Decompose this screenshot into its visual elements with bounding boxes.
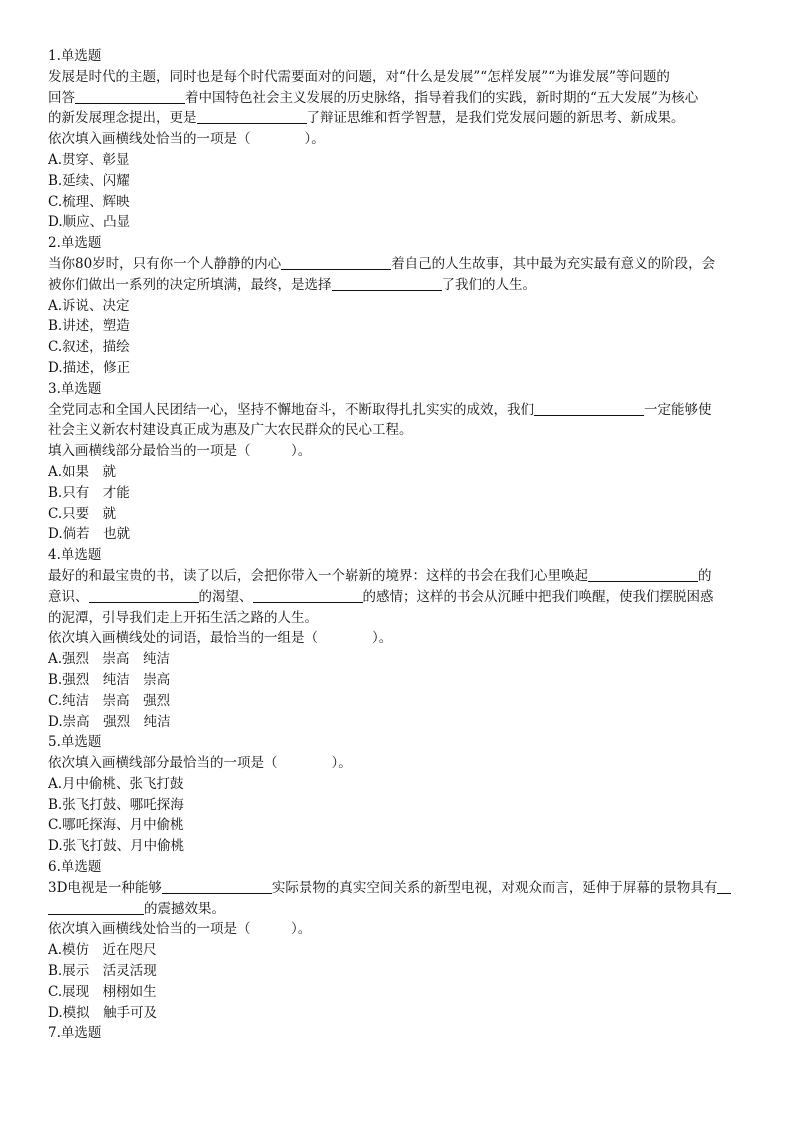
stem-line [48,878,758,899]
answer-option: A.诉说、决定 [48,297,130,314]
answer-option: C.只要 就 [48,505,117,522]
answer-option: D.崇高 强烈 纯洁 [48,713,171,730]
question-number: 6.单选题 [48,859,102,876]
question-prompt: 依次填入画横线处的词语，最恰当的一组是（ ）。 [48,630,393,647]
stem-line [48,400,758,421]
stem-text: 实际景物的真实空间关系的新型电视，对观众而言，延伸于屏幕的景物具有 [271,879,718,896]
stem-text: 最好的和最宝贵的书，读了以后，会把你带入一个崭新的境界：这样的书会在我们心里唤起 [48,567,588,584]
answer-option: D.顺应、凸显 [48,214,131,231]
question-number: 3.单选题 [48,380,102,397]
stem-line [48,420,758,441]
question-number: 4.单选题 [48,547,102,564]
question-prompt: 依次填入画横线处恰当的一项是（ ）。 [48,921,312,938]
stem-text: 的渴望、 [198,588,253,605]
stem-text: 社会主义新农村建设真正成为惠及广大农民群众的民心工程。 [48,422,413,439]
stem-line [48,275,758,296]
answer-option: B.张飞打鼓、哪吒探海 [48,796,184,813]
stem-text: 的感情；这样的书会从沉睡中把我们唤醒，使我们摆脱困惑 [362,588,714,605]
stem-text: 当你80岁时，只有你一个人静静的内心 [48,255,282,272]
stem-text: 的新发展理念提出，更是 [48,110,197,127]
fill-in-blank [281,254,391,275]
question-number: 1.单选题 [48,48,102,64]
answer-option: D.倘若 也就 [48,526,131,543]
stem-text: 回答 [48,89,75,106]
question-block [48,46,758,233]
question-prompt: 填入画横线部分最恰当的一项是（ ）。 [48,443,312,460]
answer-option: D.张飞打鼓、月中偷桃 [48,838,185,855]
question-number: 2.单选题 [48,235,102,252]
answer-option: D.模拟 触手可及 [48,1004,158,1021]
stem-text: 的泥潭，引导我们走上开拓生活之路的人生。 [48,609,318,626]
answer-option: B.强烈 纯洁 崇高 [48,671,171,688]
stem-line [48,108,758,129]
document-body [48,46,758,1044]
question-block [48,857,758,1023]
fill-in-blank [588,566,698,587]
stem-text: 被你们做出一系列的决定所填满，最终，是选择 [48,276,332,293]
question-block [48,233,758,379]
answer-option: B.只有 才能 [48,484,130,501]
fill-in-blank [162,878,272,899]
question-block [48,732,758,857]
stem-text: 全党同志和全国人民团结一心，坚持不懈地奋斗，不断取得扎扎实实的成效，我们 [48,401,534,418]
fill-in-blank [332,275,442,296]
stem-text: 了我们的人生。 [441,276,536,293]
stem-line [48,67,758,88]
question-block [48,1023,758,1044]
answer-option: B.讲述，塑造 [48,318,130,335]
fill-in-blank [75,88,185,109]
stem-text: 着中国特色社会主义发展的历史脉络，指导着我们的实践，新时期的“五大发展”为核心 [185,89,699,106]
answer-option: A.模仿 近在咫尺 [48,942,157,959]
answer-option: C.纯洁 崇高 强烈 [48,692,171,709]
answer-option: D.描述，修正 [48,359,131,376]
answer-option: C.哪吒探海、月中偷桃 [48,817,184,834]
question-number: 7.单选题 [48,1025,102,1042]
answer-option: C.梳理、辉映 [48,193,130,210]
stem-text: 3D电视是一种能够 [48,879,162,896]
question-prompt: 依次填入画横线处恰当的一项是（ ）。 [48,131,325,148]
stem-text: 了辩证思维和哲学智慧，是我们党发展问题的新思考、新成果。 [306,110,685,127]
question-block [48,545,758,732]
fill-in-blank [89,587,199,608]
stem-text: 的震撼效果。 [144,900,225,917]
question-prompt: 依次填入画横线部分最恰当的一项是（ ）。 [48,755,352,772]
answer-option: A.月中偷桃、张飞打鼓 [48,775,184,792]
answer-option: B.展示 活灵活现 [48,963,157,980]
fill-in-blank [717,878,731,899]
question-number: 5.单选题 [48,734,102,751]
stem-text: 着自己的人生故事，其中最为充实最有意义的阶段，会 [391,255,716,272]
fill-in-blank [48,899,144,920]
question-block [48,379,758,545]
stem-line [48,587,758,608]
answer-option: B.延续、闪耀 [48,172,130,189]
fill-in-blank [253,587,363,608]
answer-option: C.展现 栩栩如生 [48,983,157,1000]
answer-option: A.强烈 崇高 纯洁 [48,651,171,668]
stem-text: 发展是时代的主题，同时也是每个时代需要面对的问题，对“什么是发展”“怎样发展”“为谁发展”等问题的 [48,68,670,85]
stem-line [48,566,758,587]
stem-line [48,254,758,275]
stem-text: 意识、 [48,588,89,605]
stem-text: 一定能够使 [644,401,712,418]
fill-in-blank [534,400,644,421]
stem-line [48,899,758,920]
stem-line [48,608,758,629]
answer-option: A.贯穿、彰显 [48,151,130,168]
stem-line [48,88,758,109]
answer-option: C.叙述，描绘 [48,339,130,356]
fill-in-blank [197,108,307,129]
stem-text: 的 [698,567,712,584]
answer-option: A.如果 就 [48,463,117,480]
